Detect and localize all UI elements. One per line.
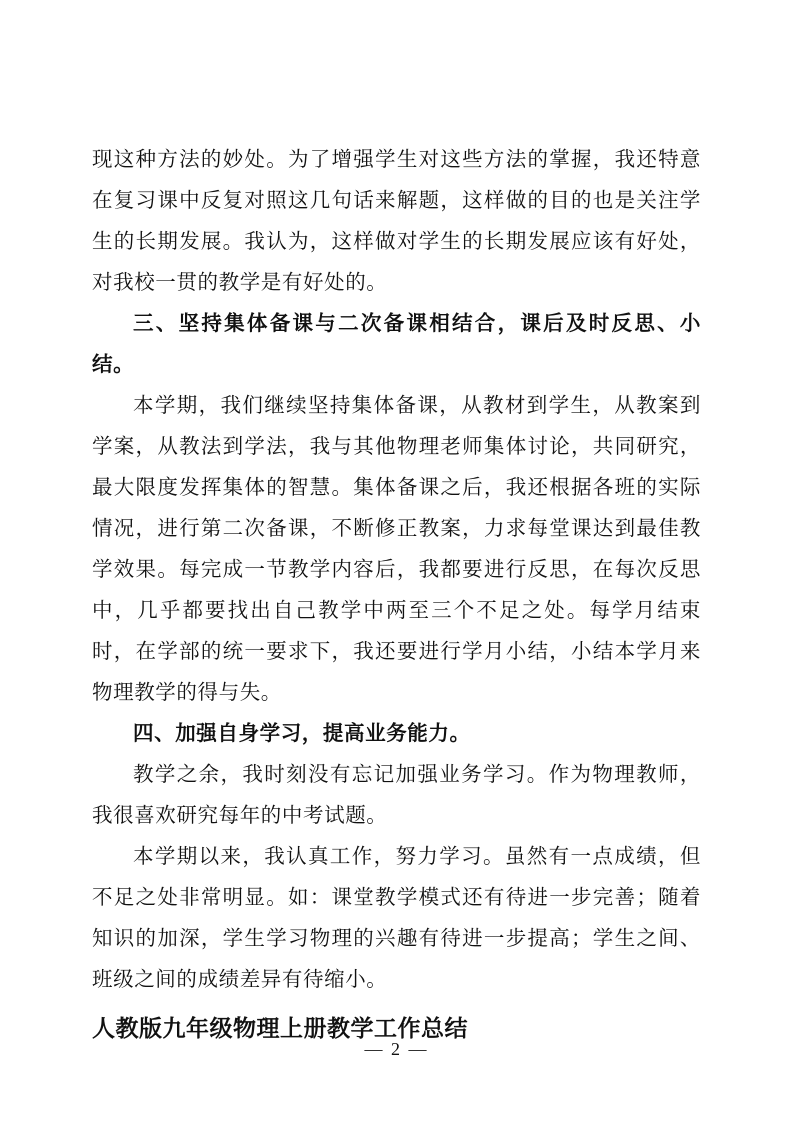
paragraph-section-four-a: 教学之余，我时刻没有忘记加强业务学习。作为物理教师，我很喜欢研究每年的中考试题。 bbox=[92, 764, 701, 827]
paragraph-continued: 现这种方法的妙处。为了增强学生对这些方法的掌握，我还特意在复习课中反复对照这几句话来解题，这样做的目的也是关注学生的长期发展。我认为，这样做对学生的长期发展应该有好处，对我校一贯的教学是有好处的。 bbox=[92, 149, 701, 294]
section-heading-three: 三、坚持集体备课与二次备课相结合，课后及时反思、小结。 bbox=[92, 313, 701, 376]
page-number-footer: — 2 — bbox=[364, 1039, 429, 1059]
paragraph-section-four-b: 本学期以来，我认真工作，努力学习。虽然有一点成绩，但不足之处非常明显。如：课堂教学模式还有待进一步完善；随着知识的加深，学生学习物理的兴趣有待进一步提高；学生之间、班级之间的成绩差异有待缩小。 bbox=[92, 846, 701, 991]
document-title: 人教版九年级物理上册教学工作总结 bbox=[92, 1016, 468, 1041]
section-heading-four: 四、加强自身学习，提高业务能力。 bbox=[133, 723, 471, 745]
paragraph-section-three: 本学期，我们继续坚持集体备课，从教材到学生，从教案到学案，从教法到学法，我与其他物理老师集体讨论，共同研究，最大限度发挥集体的智慧。集体备课之后，我还根据各班的实际情况，进行第二次备课，不断修正教案，力求每堂课达到最佳教学效果。每完成一节教学内容后，我都要进行反思，在每次反思中，几乎都要找出自己教学中两至三个不足之处。每学月结束时，在学部的统一要求下，我还要进行学月小结，小结本学月来物理教学的得与失。 bbox=[92, 395, 701, 704]
document-body bbox=[92, 140, 701, 1051]
